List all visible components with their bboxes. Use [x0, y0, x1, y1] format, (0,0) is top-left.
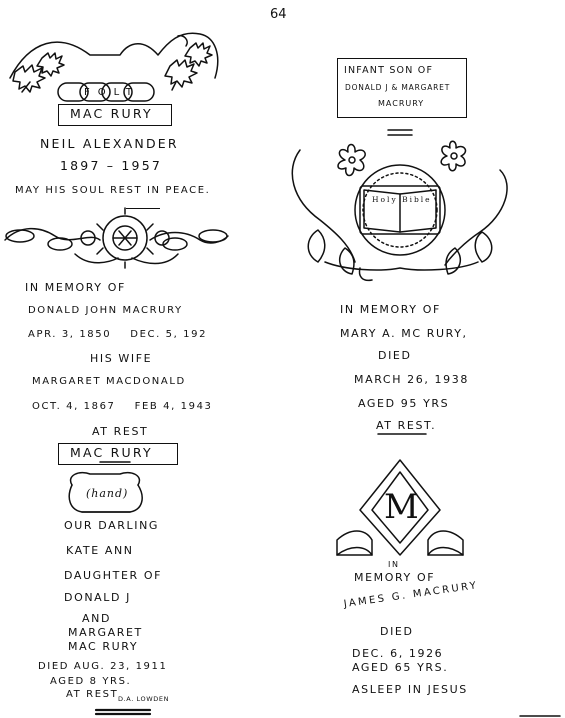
stone2-line2: DONALD JOHN MACRURY — [28, 305, 183, 316]
mary-line3: DIED — [378, 349, 412, 362]
maple-leaf-icon — [13, 53, 64, 92]
infant-line2: DONALD J & MARGARET — [345, 83, 451, 92]
bible-text: Holy Bible — [372, 195, 432, 204]
stone3-line1: OUR DARLING — [64, 519, 160, 532]
stone2-dates: APR. 3, 1850 DEC. 5, 192 — [28, 329, 208, 340]
stone2-line1: IN MEMORY OF — [25, 281, 126, 294]
stone3-line6: MARGARET — [68, 626, 143, 639]
mary-line2: MARY A. MC RURY, — [340, 327, 468, 340]
stone3-line8: DIED AUG. 23, 1911 — [38, 661, 168, 672]
james-line1: IN — [388, 560, 400, 569]
floral-garland-icon — [5, 208, 228, 268]
carver-signature: D.A. LOWDEN — [118, 695, 170, 703]
stone2-line5: AT REST — [92, 425, 149, 438]
open-bible-icon — [360, 186, 440, 234]
stone3-line3: DAUGHTER OF — [64, 569, 163, 582]
page-number: 64 — [270, 7, 287, 22]
stone3-line10: AT REST — [66, 689, 119, 700]
infant-line3: MACRURY — [378, 99, 425, 108]
flower-icon — [338, 145, 365, 176]
stone3-line9: AGED 8 YRS. — [50, 676, 132, 687]
stone3-line2: KATE ANN — [66, 544, 134, 557]
stone1-years: 1897 – 1957 — [60, 158, 163, 173]
mary-line5: AGED 95 YRS — [358, 397, 450, 410]
stone1-epitaph: MAY HIS SOUL REST IN PEACE. — [15, 185, 211, 196]
stone1-name: NEIL ALEXANDER — [40, 136, 179, 151]
stone3-surname: MAC RURY — [70, 445, 153, 460]
james-line5: AGED 65 YRS. — [352, 661, 449, 674]
infant-line1: INFANT SON OF — [344, 65, 434, 76]
base-underline — [96, 710, 150, 714]
wreath-emblem — [292, 150, 507, 280]
stone3-line4: DONALD J — [64, 591, 132, 604]
stone2-line3: HIS WIFE — [90, 352, 153, 365]
headstone-top-outline — [10, 33, 218, 78]
stone1-surname: MAC RURY — [70, 106, 153, 121]
stone2-line4: MARGARET MACDONALD — [32, 376, 186, 387]
james-line4: DEC. 6, 1926 — [352, 647, 444, 660]
stone2-dates2: OCT. 4, 1867 FEB 4, 1943 — [32, 401, 213, 412]
monogram-letter: M — [384, 487, 419, 527]
ring-ribbon-text: FOLT — [84, 87, 140, 98]
vase-text: (hand) — [86, 487, 129, 500]
maple-leaf-icon — [165, 43, 212, 90]
stone3-line7: MAC RURY — [68, 640, 139, 653]
flower-icon — [441, 141, 465, 171]
james-line3: DIED — [380, 625, 414, 638]
stone3-line5: AND — [82, 612, 112, 625]
mary-line1: IN MEMORY OF — [340, 303, 441, 316]
james-line2: MEMORY OF — [354, 571, 436, 584]
mary-line4: MARCH 26, 1938 — [354, 373, 469, 386]
james-line6: ASLEEP IN JESUS — [352, 683, 468, 696]
mary-line6: AT REST. — [376, 419, 437, 432]
james-arc-name: JAMES G. MACRURY — [343, 580, 479, 610]
stone1-underline — [126, 208, 160, 209]
double-rule — [388, 130, 412, 135]
